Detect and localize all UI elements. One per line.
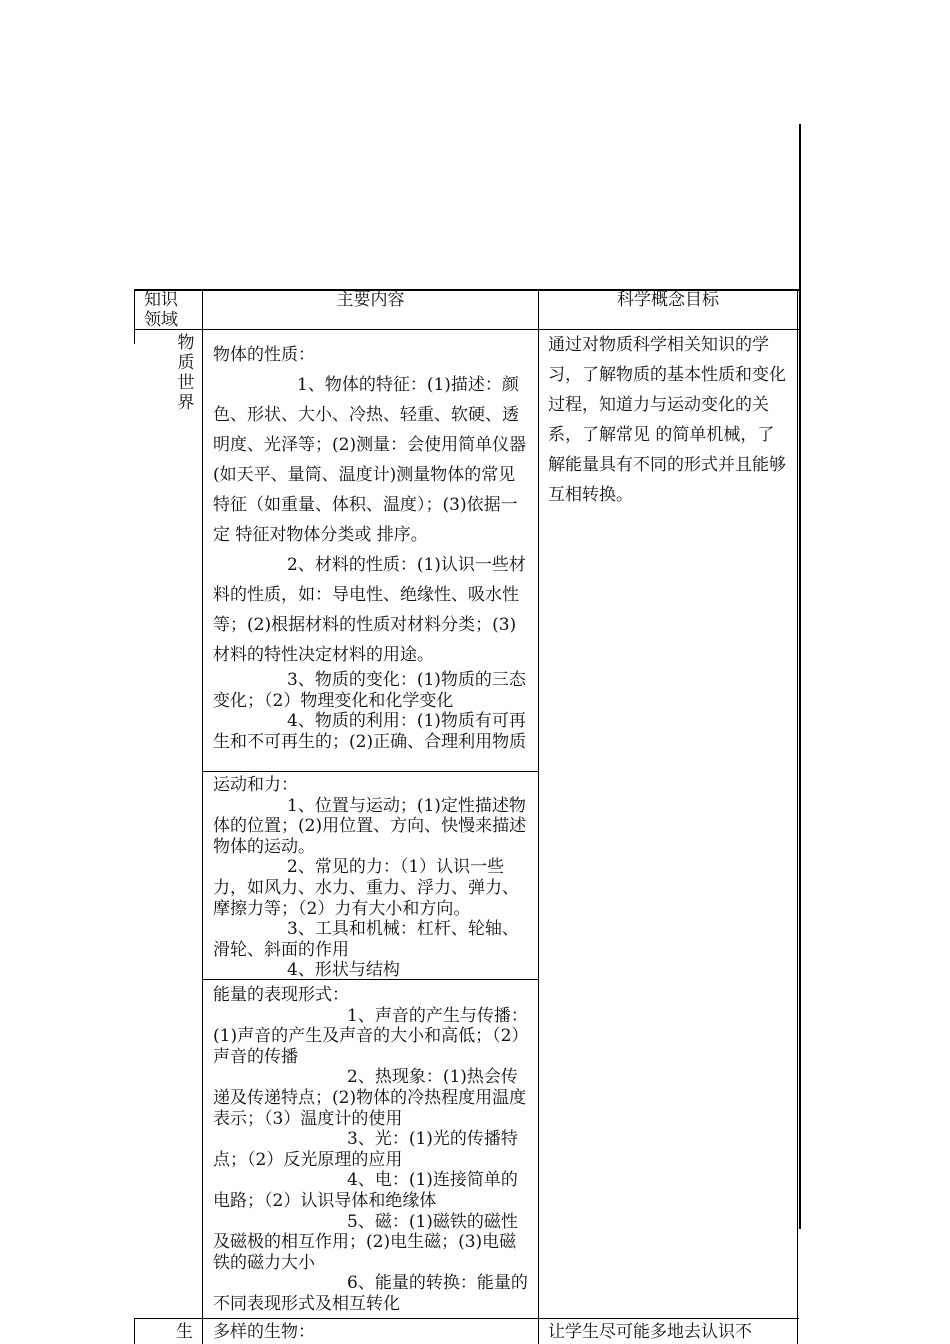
section-item: 1、物体的特征：(1)描述：颜色、形状、大小、冷热、轻重、软硬、透明度、光泽等；(2)测量：会使用简单仪器(如天平、量筒、温度计)测量物体的常见特征（如重量、体积、温度）；(3)依据一定 特征对物体分类或 排序。 bbox=[213, 375, 527, 545]
section-title: 运动和力： bbox=[213, 775, 298, 795]
header-domain-line1: 知识 bbox=[144, 290, 178, 310]
domain-material-world bbox=[176, 333, 196, 413]
page-margin-rule bbox=[799, 124, 801, 1229]
section-title: 能量的表现形式： bbox=[213, 985, 349, 1005]
row2-left-border bbox=[134, 1318, 135, 1344]
section-item: 1、声音的产生与传播：(1)声音的产生及声音的大小和高低；（2）声音的传播 bbox=[213, 1005, 529, 1067]
header-domain-line2: 领域 bbox=[144, 310, 178, 330]
section-item: 4、物质的利用：(1)物质有可再生和不可再生的；(2)正确、合理利用物质 bbox=[213, 711, 527, 752]
table-left-border bbox=[134, 289, 135, 344]
domain-char: 质 bbox=[177, 353, 195, 373]
col2-right-border bbox=[538, 289, 539, 1344]
section-diverse-organisms-title: 多样的生物： bbox=[213, 1322, 315, 1342]
section-motion-force bbox=[213, 775, 531, 981]
header-domain bbox=[144, 290, 194, 330]
header-content: 主要内容 bbox=[336, 290, 405, 310]
section-title: 物体的性质： bbox=[213, 345, 315, 365]
section-item: 2、常见的力：（1）认识一些力，如风力、水力、重力、浮力、弹力、摩擦力等；（2）力有大小和方向。 bbox=[213, 857, 519, 919]
section-item: 3、工具和机械：杠杆、轮轴、滑轮、斜面的作用 bbox=[213, 919, 519, 960]
domain-char: 界 bbox=[177, 393, 195, 413]
section-item: 3、物质的变化：(1)物质的三态变化；（2）物理变化和化学变化 bbox=[213, 670, 526, 711]
section-item: 2、热现象：(1)热会传递及传递特点；(2)物体的冷热程度用温度表示；（3）温度计的使用 bbox=[213, 1067, 527, 1129]
col1-right-border bbox=[202, 289, 203, 1344]
section-object-properties bbox=[213, 340, 531, 752]
section-item: 2、材料的性质：(1)认识一些材料的性质，如：导电性、绝缘性、吸水性等；(2)根据材料的性质对材料分类；(3)材料的特性决定材料的用途。 bbox=[213, 555, 526, 665]
table-right-border bbox=[797, 289, 798, 1344]
section-item: 4、形状与结构 bbox=[287, 960, 400, 981]
domain-living-world: 生 bbox=[176, 1322, 193, 1342]
section-item: 4、电：(1)连接简单的电路；（2）认识导体和绝缘体 bbox=[213, 1170, 518, 1211]
goal-material-world: 通过对物质科学相关知识的学习，了解物质的基本性质和变化过程，知道力与运动变化的关系，了解常见 的简单机械，了解能量具有不同的形式并且能够互相转换。 bbox=[548, 335, 786, 505]
section-item: 5、磁：(1)磁铁的磁性及磁极的相互作用；(2)电生磁；(3)电磁铁的磁力大小 bbox=[213, 1211, 518, 1273]
section-divider-1 bbox=[202, 771, 538, 772]
section-energy-forms bbox=[213, 985, 531, 1315]
row2-top-border bbox=[134, 1318, 799, 1319]
header-goal: 科学概念目标 bbox=[617, 290, 719, 310]
section-item: 3、光：(1)光的传播特点；（2）反光原理的应用 bbox=[213, 1129, 518, 1170]
section-item: 6、能量的转换：能量的不同表现形式及相互转化 bbox=[213, 1273, 528, 1314]
domain-char: 世 bbox=[177, 373, 195, 393]
goal-living-world: 让学生尽可能多地去认识不 bbox=[548, 1322, 752, 1342]
section-item: 1、位置与运动；(1)定性描述物体的位置；(2)用位置、方向、快慢来描述物体的运动。 bbox=[213, 795, 527, 857]
domain-char: 物 bbox=[177, 333, 195, 353]
